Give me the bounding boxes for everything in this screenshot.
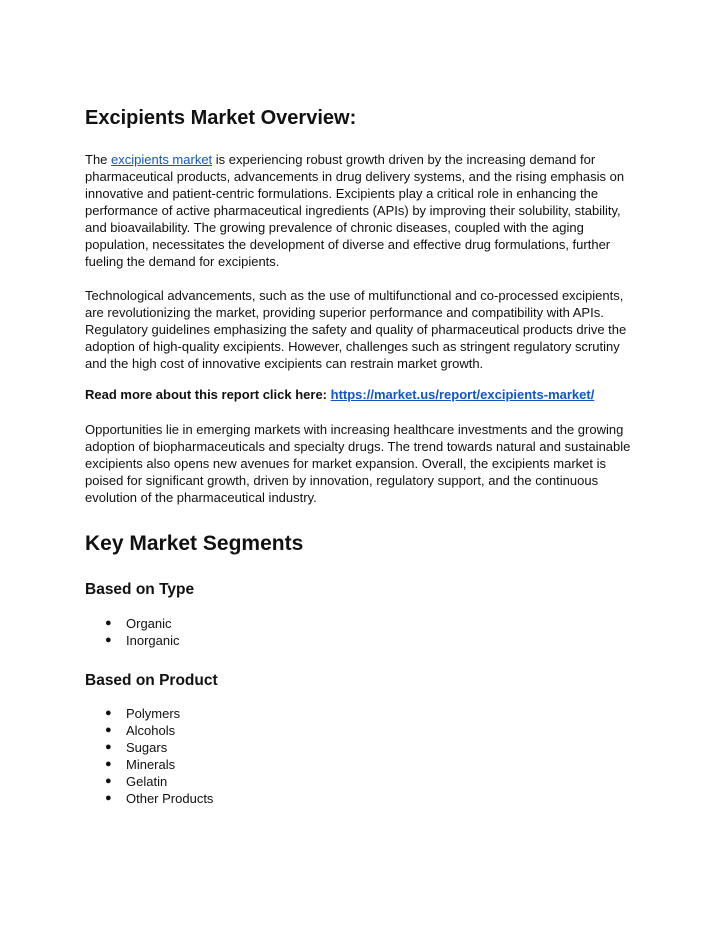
list-item-label: Sugars [126, 740, 168, 755]
bullet-icon: ● [105, 741, 112, 753]
list-item-label: Alcohols [126, 723, 176, 738]
list-item [85, 756, 635, 773]
bullet-icon: ● [105, 634, 112, 646]
overview-paragraph-4: Opportunities lie in emerging markets with increasing healthcare investments and the growing adoption of biopharmaceuticals and specialty drugs. The trend towards natural and sustainable excipients also opens new avenues for market expansion. Overall, the excipients market is poised for significant growth, driven by innovation, regulatory support, and the continuous evolution of the pharmaceutical industry. [85, 422, 631, 505]
list-item-label: Polymers [126, 706, 181, 721]
list-item [85, 739, 635, 756]
read-more-label: Read more about this report click here: [85, 387, 331, 402]
read-more-line [85, 386, 635, 403]
p1-prefix: The [85, 152, 112, 167]
bullet-icon: ● [105, 758, 112, 770]
list-item [85, 773, 635, 790]
bullet-icon: ● [105, 724, 112, 736]
list-item [85, 615, 635, 632]
overview-heading: Excipients Market Overview: [85, 107, 357, 129]
list-item-label: Other Products [126, 791, 214, 806]
type-list [85, 615, 635, 649]
bullet-icon: ● [105, 617, 112, 629]
segments-heading: Key Market Segments [85, 532, 304, 555]
report-url-link[interactable]: https://market.us/report/excipients-market/ [330, 387, 595, 402]
list-item [85, 632, 635, 649]
list-item-label: Gelatin [126, 774, 168, 789]
product-heading: Based on Product [85, 672, 218, 689]
type-heading: Based on Type [85, 581, 195, 598]
overview-paragraph-2: Technological advancements, such as the use of multifunctional and co-processed excipients, are revolutionizing the market, providing superior performance and compatibility with APIs. Regulatory guidelines emphasizing the safety and quality of pharmaceutical products drive the adoption of high-quality excipients. However, challenges such as stringent regulatory scrutiny and the high cost of innovative excipients can restrain market growth. [85, 288, 627, 371]
document-content [85, 104, 635, 807]
product-list [85, 705, 635, 807]
list-item-label: Inorganic [126, 633, 180, 648]
p1-suffix: is experiencing robust growth driven by the increasing demand for pharmaceutical products, advancements in drug delivery systems, and the rising emphasis on innovative and patient-centric formulations. Excipients play a critical role in enhancing the performance of active pharmaceutical ingredients (APIs) by improving their solubility, stability, and bioavailability. The growing prevalence of chronic diseases, coupled with the aging population, necessitates the development of diverse and effective drug formulations, further fueling the demand for excipients. [85, 152, 625, 269]
bullet-icon: ● [105, 792, 112, 804]
overview-paragraph-1 [85, 151, 635, 270]
list-item [85, 705, 635, 722]
list-item [85, 790, 635, 807]
bullet-icon: ● [105, 775, 112, 787]
bullet-icon: ● [105, 707, 112, 719]
excipients-market-link[interactable]: excipients market [111, 152, 213, 167]
list-item [85, 722, 635, 739]
list-item-label: Minerals [126, 757, 176, 772]
list-item-label: Organic [126, 616, 172, 631]
